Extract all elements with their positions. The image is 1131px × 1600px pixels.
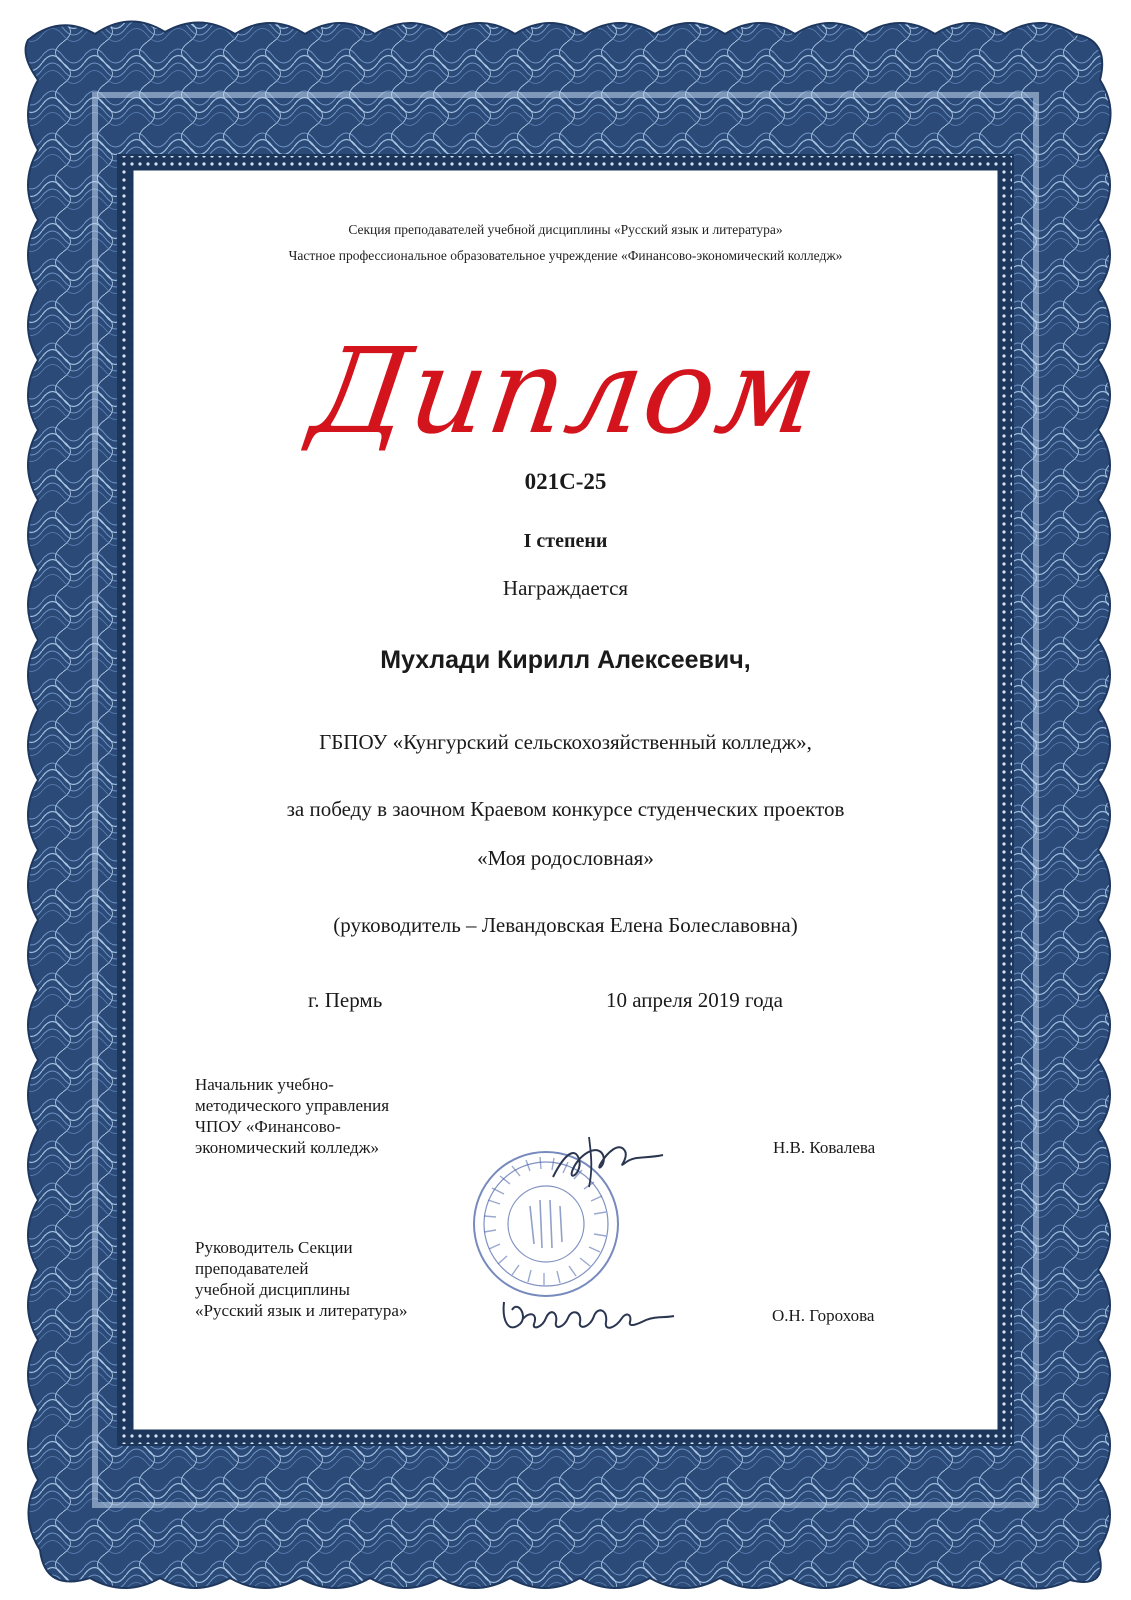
award-reason-line-2: «Моя родословная» (477, 846, 654, 870)
diploma-title: Диплом (303, 322, 828, 460)
signatory-2-position-line: учебной дисциплины (195, 1280, 350, 1299)
signatory-2-position-line: «Русский язык и литература» (195, 1301, 408, 1320)
signature-1-icon (545, 1133, 670, 1193)
header-line-1: Секция преподавателей учебной дисциплины «Русский язык и литература» (348, 222, 783, 237)
signature-2-icon (498, 1290, 678, 1340)
signatory-2-name: О.Н. Горохова (772, 1306, 875, 1325)
issue-date: 10 апреля 2019 года (606, 988, 783, 1012)
city: г. Пермь (308, 988, 383, 1012)
diploma-number: 021С-25 (524, 469, 607, 494)
signatory-1-position (195, 1074, 389, 1158)
recipient-institution: ГБПОУ «Кунгурский сельскохозяйственный колледж», (319, 730, 812, 754)
signatory-1-position-line: Начальник учебно- (195, 1075, 334, 1094)
signatory-1-position-line: ЧПОУ «Финансово- (195, 1117, 341, 1136)
signatory-2-position-line: Руководитель Секции (195, 1238, 353, 1257)
signatory-1-position-line: экономический колледж» (195, 1138, 379, 1157)
signatory-1-name: Н.В. Ковалева (773, 1138, 876, 1157)
signatory-2-position (195, 1237, 407, 1321)
recipient-name: Мухлади Кирилл Алексеевич, (380, 646, 751, 674)
signatory-1-position-line: методического управления (195, 1096, 390, 1115)
signatory-2-position-line: преподавателей (195, 1259, 309, 1278)
award-degree: I степени (523, 530, 608, 552)
supervisor-line: (руководитель – Левандовская Елена Болеславовна) (333, 913, 798, 937)
awarded-label: Награждается (502, 576, 629, 600)
header-line-2: Частное профессиональное образовательное учреждение «Финансово-экономический колледж» (288, 248, 843, 263)
award-reason-line-1: за победу в заочном Краевом конкурсе студенческих проектов (286, 797, 845, 821)
